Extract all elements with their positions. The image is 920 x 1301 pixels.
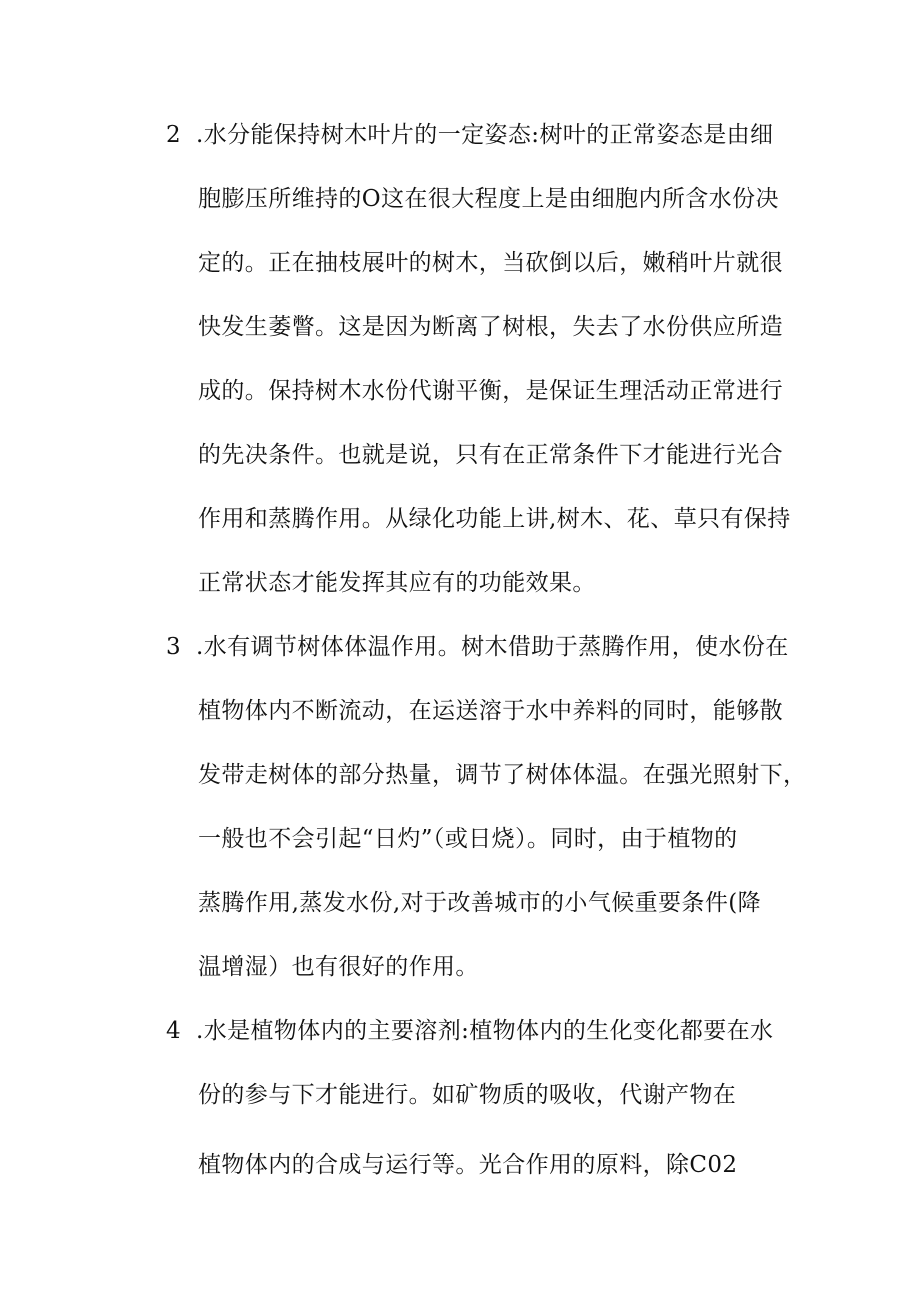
item-2-line-3: 定的。正在抽枝展叶的树木，当砍倒以后，嫩稍叶片就很 <box>198 250 783 276</box>
item-3-number: 3 <box>166 634 182 660</box>
item-3-line-1: 3 .水有调节树体体温作用。树木借助于蒸腾作用，使水份在 <box>166 634 789 660</box>
item-3-line-5: 蒸腾作用,蒸发水份,对于改善城市的小气候重要条件(降 <box>198 890 761 916</box>
item-2-line-8: 正常状态才能发挥其应有的功能效果。 <box>198 570 596 596</box>
item-3-line-4: 一般也不会引起“日灼”（或日烧）。同时，由于植物的 <box>198 826 738 852</box>
item-3-line-6: 温增湿）也有很好的作用。 <box>198 954 479 980</box>
item-3-line-3: 发带走树体的部分热量，调节了树体体温。在强光照射下， <box>198 762 807 788</box>
item-2-line-6: 的先决条件。也就是说，只有在正常条件下才能进行光合 <box>198 442 783 468</box>
item-2-line-1: 2 .水分能保持树木叶片的一定姿态:树叶的正常姿态是由细 <box>166 122 774 148</box>
item-3-line-2: 植物体内不断流动，在运送溶于水中养料的同时，能够散 <box>198 698 783 724</box>
item-2-line-2: 胞膨压所维持的O这在很大程度上是由细胞内所含水份决 <box>198 186 779 212</box>
item-2-line-4: 快发生萎瞥。这是因为断离了树根，失去了水份供应所造 <box>198 314 783 340</box>
item-4-line-2: 份的参与下才能进行。如矿物质的吸收，代谢产物在 <box>198 1082 737 1108</box>
item-2-line-5: 成的。保持树木水份代谢平衡，是保证生理活动正常进行 <box>198 378 783 404</box>
item-4-number: 4 <box>166 1018 182 1044</box>
item-4-line-1: 4 .水是植物体内的主要溶剂:植物体内的生化变化都要在水 <box>166 1018 774 1044</box>
item-2-number: 2 <box>166 122 182 148</box>
item-2-line-7: 作用和蒸腾作用。从绿化功能上讲,树木、花、草只有保持 <box>198 506 791 532</box>
item-4-line-3: 植物体内的合成与运行等。光合作用的原料，除C02 <box>198 1152 738 1178</box>
